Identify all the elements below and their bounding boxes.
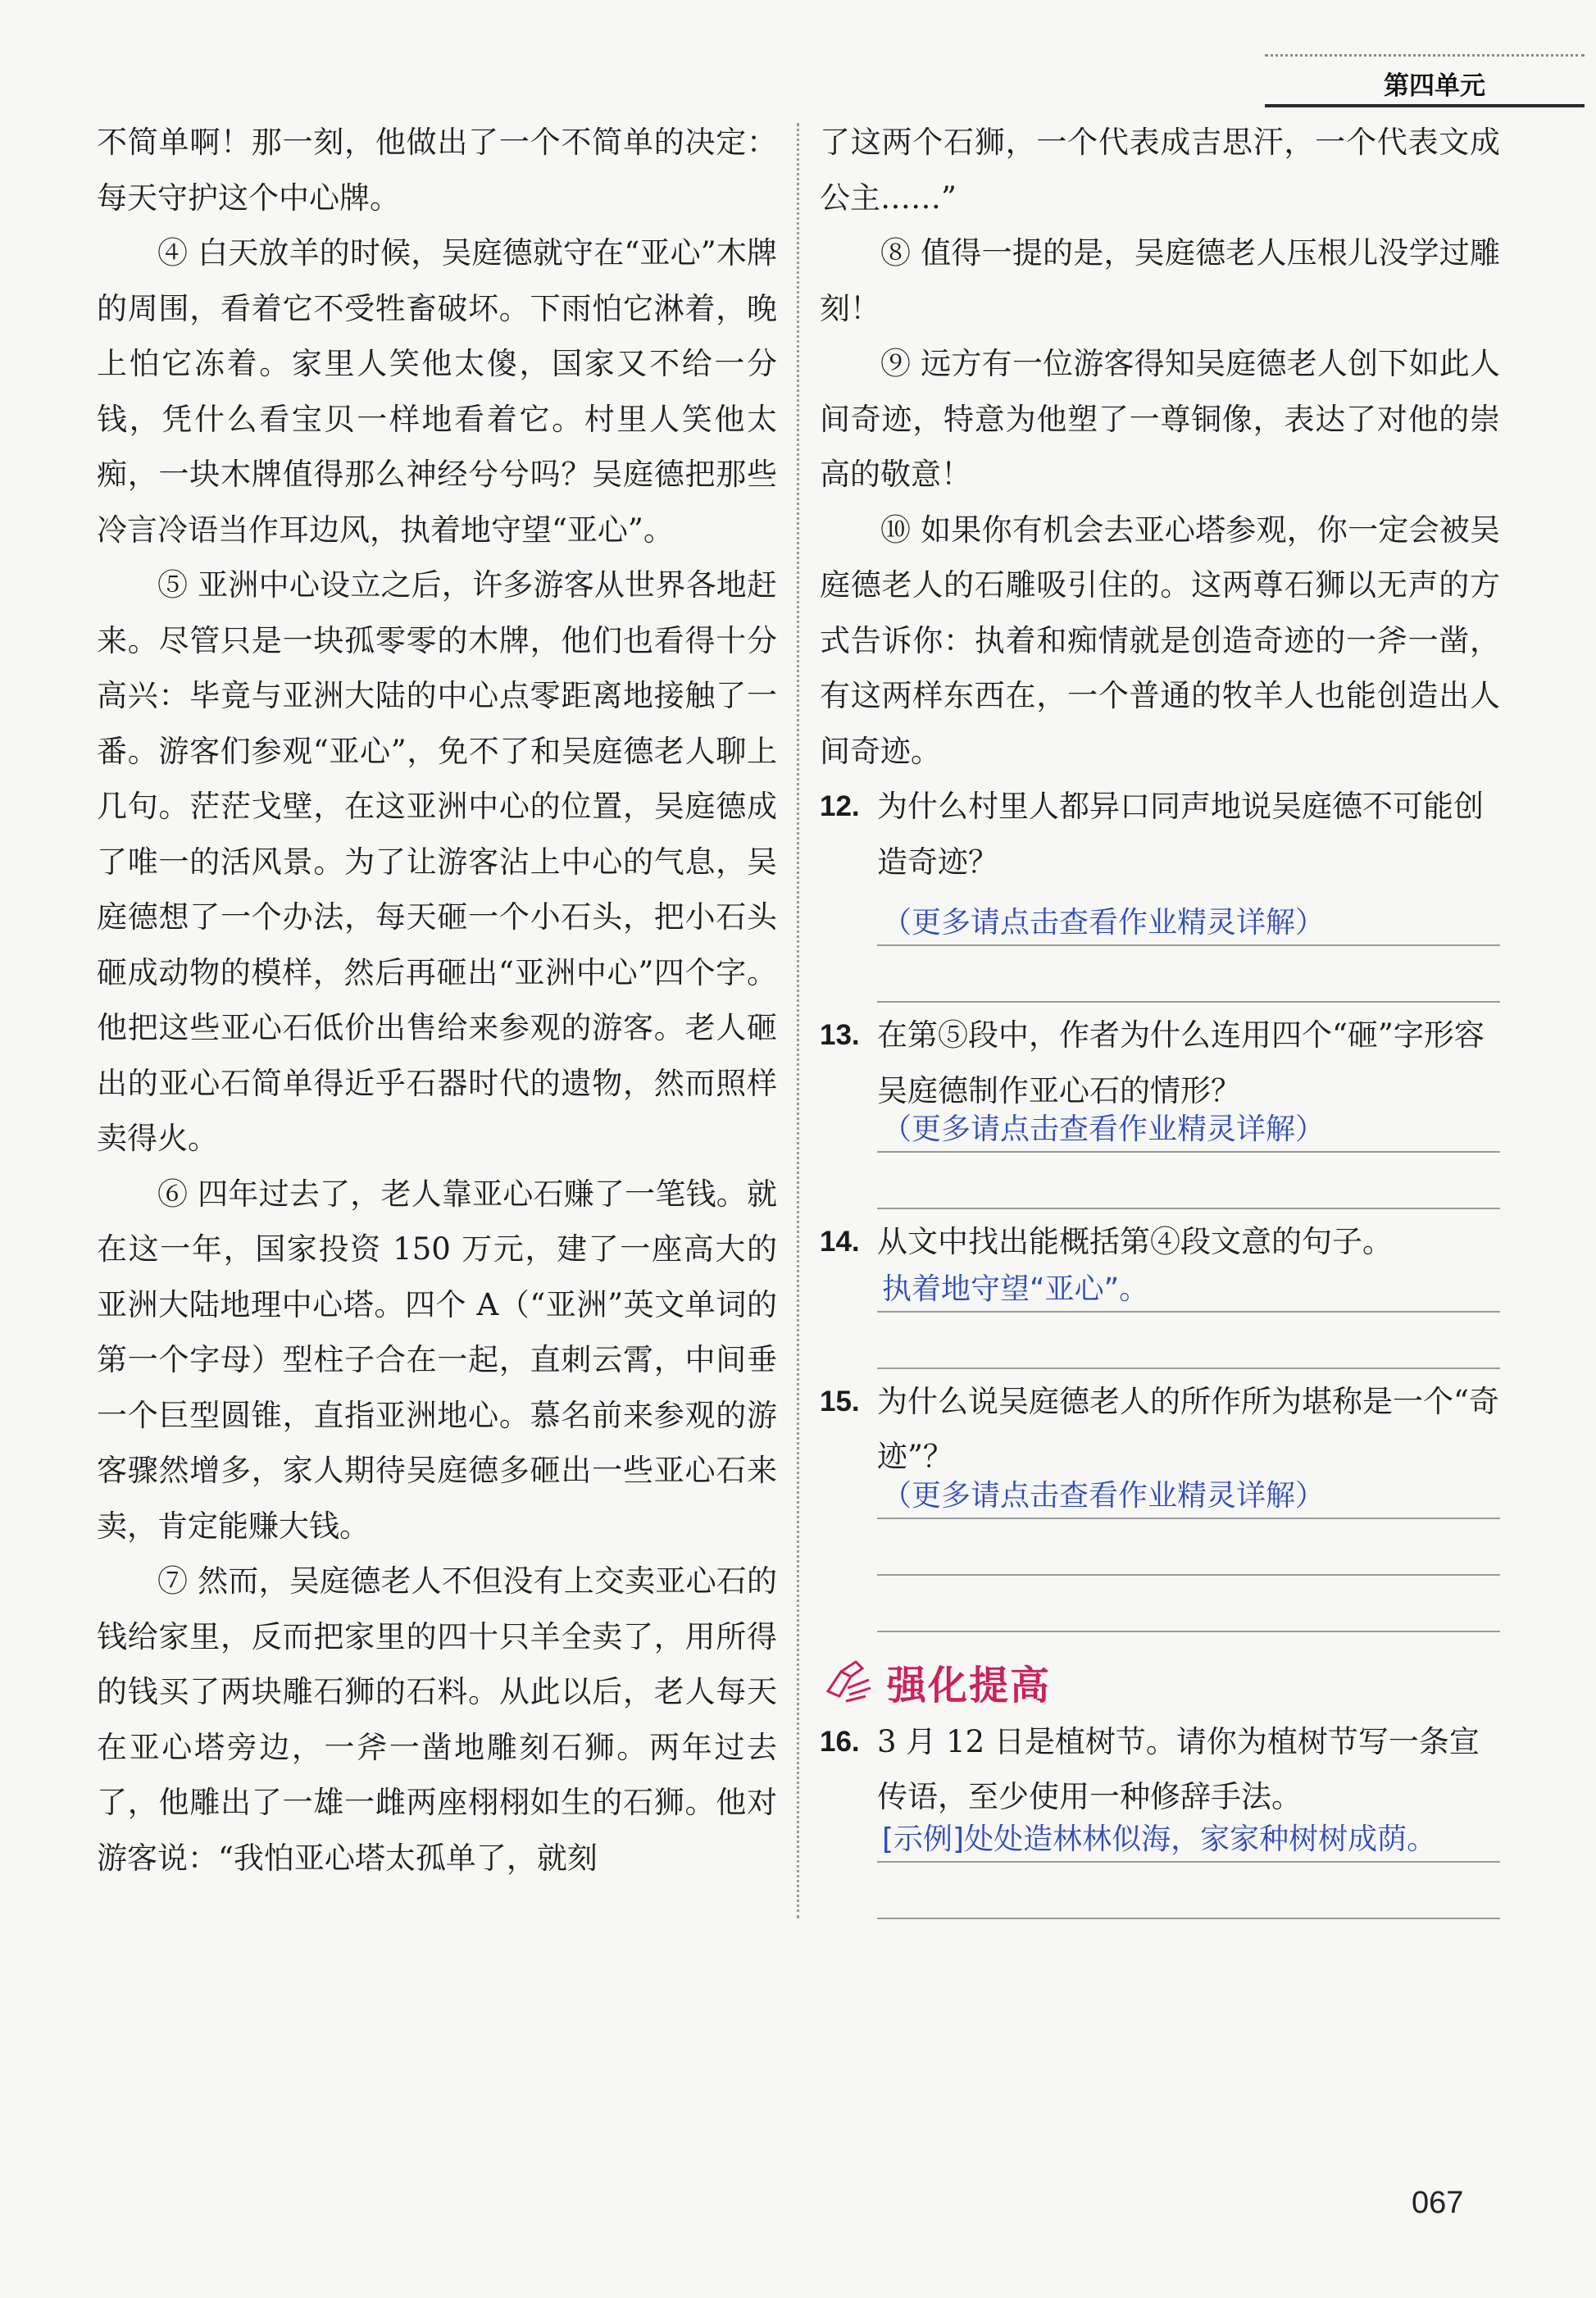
unit-header bbox=[1265, 54, 1585, 107]
answer-line[interactable] bbox=[877, 1270, 1500, 1313]
unit-label: 第四单元 bbox=[1384, 71, 1485, 101]
question-number: 13. bbox=[820, 1019, 860, 1051]
question-number: 14. bbox=[820, 1226, 860, 1258]
question-15 bbox=[820, 1374, 1500, 1632]
blank-line[interactable] bbox=[877, 1313, 1500, 1369]
question-16 bbox=[820, 1714, 1500, 1919]
question-number: 12. bbox=[820, 790, 860, 822]
right-column bbox=[820, 115, 1500, 1919]
left-paragraph-4: ④ 白天放羊的时候，吴庭德就守在“亚心”木牌的周围，看着它不受牲畜破坏。下雨怕它淋着，晚上怕它冻着。家里人笑他太傻，国家又不给一分钱，凭什么看宝贝一样地看着它。村里人笑他太痴，一块木牌值得那么神经兮兮吗？吴庭德把那些冷言冷语当作耳边风，执着地守望“亚心”。 bbox=[97, 235, 777, 548]
answer-line[interactable] bbox=[877, 1478, 1500, 1519]
header-rule bbox=[1265, 104, 1585, 107]
section-title bbox=[820, 1647, 1500, 1714]
left-paragraph-0: 不简单啊！那一刻，他做出了一个不简单的决定：每天守护这个中心牌。 bbox=[97, 125, 777, 216]
answer-text: 执着地守望“亚心”。 bbox=[882, 1272, 1149, 1306]
left-paragraph-6: ⑥ 四年过去了，老人靠亚心石赚了一笔钱。就在这一年，国家投资 150 万元，建了一座高大的亚洲大陆地理中心塔。四个 A（“亚洲”英文单词的第一个字母）型柱子合在一起，直刺云霄，中间垂一个巨型圆锥，直指亚洲地心。慕名前来参观的游客骤然增多，家人期待吴庭德多砸出一些亚心石来卖，肯定能赚大钱。 bbox=[97, 1176, 777, 1544]
blank-line[interactable] bbox=[877, 1576, 1500, 1632]
column-divider bbox=[797, 123, 799, 1918]
question-text: 在第⑤段中，作者为什么连用四个“砸”字形容吴庭德制作亚心石的情形？ bbox=[877, 1017, 1485, 1108]
answer-text: （更多请点击查看作业精灵详解） bbox=[882, 906, 1325, 940]
hand-writing-icon bbox=[823, 1655, 875, 1704]
question-12 bbox=[820, 779, 1500, 1003]
answer-text: （更多请点击查看作业精灵详解） bbox=[882, 1478, 1325, 1513]
question-number: 16. bbox=[820, 1725, 860, 1758]
answer-text: （更多请点击查看作业精灵详解） bbox=[882, 1113, 1325, 1146]
right-paragraph-9: ⑨ 远方有一位游客得知吴庭德老人创下如此人间奇迹，特意为他塑了一尊铜像，表达了对他的崇高的敬意！ bbox=[820, 346, 1500, 492]
answer-line[interactable] bbox=[877, 1113, 1500, 1153]
blank-line[interactable] bbox=[877, 1863, 1500, 1919]
question-text: 为什么说吴庭德老人的所作所为堪称是一个“奇迹”？ bbox=[877, 1383, 1499, 1474]
question-text: 3 月 12 日是植树节。请你为植树节写一条宣传语，至少使用一种修辞手法。 bbox=[877, 1723, 1480, 1814]
left-paragraph-5: ⑤ 亚洲中心设立之后，许多游客从世界各地赶来。尽管只是一块孤零零的木牌，他们也看得十分高兴：毕竟与亚洲大陆的中心点零距离地接触了一番。游客们参观“亚心”，免不了和吴庭德老人聊上几句。茫茫戈壁，在这亚洲中心的位置，吴庭德成了唯一的活风景。为了让游客沾上中心的气息，吴庭德想了一个办法，每天砸一个小石头，把小石头砸成动物的模样，然后再砸出“亚洲中心”四个字。他把这些亚心石低价出售给来参观的游客。老人砸出的亚心石简单得近乎石器时代的遗物，然而照样卖得火。 bbox=[97, 567, 777, 1156]
question-text: 从文中找出能概括第④段文意的句子。 bbox=[877, 1224, 1393, 1259]
right-paragraph-8: ⑧ 值得一提的是，吴庭德老人压根儿没学过雕刻！ bbox=[820, 235, 1500, 326]
question-number: 15. bbox=[820, 1385, 860, 1417]
answer-text: [示例]处处造林林似海，家家种树树成荫。 bbox=[882, 1822, 1437, 1856]
question-14 bbox=[820, 1214, 1500, 1369]
blank-line[interactable] bbox=[877, 1519, 1500, 1576]
blank-line[interactable] bbox=[877, 1153, 1500, 1209]
question-text: 为什么村里人都异口同声地说吴庭德不可能创造奇迹？ bbox=[877, 789, 1484, 880]
right-paragraph-7-cont: 了这两个石狮，一个代表成吉思汗，一个代表文成公主……” bbox=[820, 125, 1500, 216]
page-number: 067 bbox=[1412, 2186, 1464, 2220]
answer-line[interactable] bbox=[877, 890, 1500, 946]
section-title-label: 强化提高 bbox=[887, 1662, 1052, 1709]
blank-line[interactable] bbox=[877, 946, 1500, 1003]
answer-line[interactable] bbox=[877, 1822, 1500, 1863]
right-paragraph-10: ⑩ 如果你有机会去亚心塔参观，你一定会被吴庭德老人的石雕吸引住的。这两尊石狮以无声的方式告诉你：执着和痴情就是创造奇迹的一斧一凿，有这两样东西在，一个普通的牧羊人也能创造出人间奇迹。 bbox=[820, 512, 1500, 769]
left-paragraph-7: ⑦ 然而，吴庭德老人不但没有上交卖亚心石的钱给家里，反而把家里的四十只羊全卖了，用所得的钱买了两块雕石狮的石料。从此以后，老人每天在亚心塔旁边，一斧一凿地雕刻石狮。两年过去了，他雕出了一雄一雌两座栩栩如生的石狮。他对游客说：“我怕亚心塔太孤单了，就刻 bbox=[97, 1563, 777, 1876]
left-column bbox=[97, 115, 777, 1886]
question-13 bbox=[820, 1008, 1500, 1209]
